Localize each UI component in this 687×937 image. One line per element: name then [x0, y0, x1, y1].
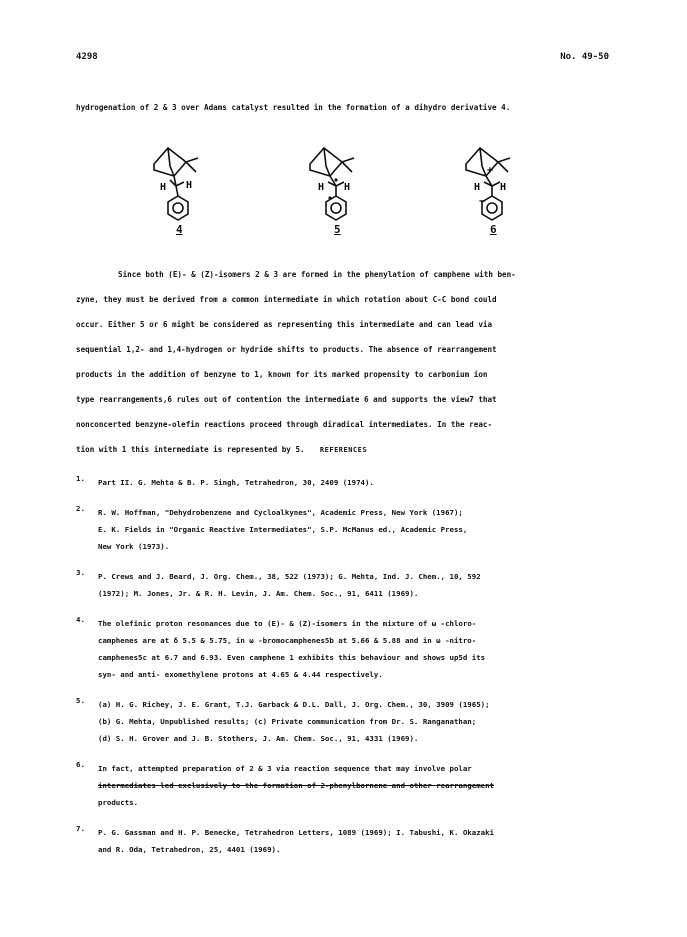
paragraph-line: tion with 1 this intermediate is represented by 5.: [76, 445, 305, 454]
reference-item: [76, 474, 616, 491]
reference-number: 1.: [76, 474, 85, 483]
structure-5-h-right: H: [344, 182, 351, 193]
paragraph-line: occur. Either 5 or 6 might be considered as representing this intermediate and can lead via: [76, 320, 493, 329]
paragraph-line: products in the addition of benzyne to 1, known for its marked propensity to carbonium ion: [76, 370, 488, 379]
structure-6-h-left: H: [474, 182, 481, 193]
structure-6-h-right: H: [500, 182, 507, 193]
reference-line: In fact, attempted preparation of 2 & 3 via reaction sequence that may involve polar: [98, 764, 472, 773]
structure-5-label: 5: [334, 223, 341, 236]
reference-line: (1972); M. Jones, Jr. & R. H. Levin, J. Am. Chem. Soc., 91, 6411 (1969).: [98, 589, 419, 598]
reference-item: [76, 568, 616, 602]
paragraph-line: type rearrangements,6 rules out of contention the intermediate 6 and supports the view7 that: [76, 395, 497, 404]
reference-line: P. Crews and J. Beard, J. Org. Chem., 38, 522 (1973); G. Mehta, Ind. J. Chem., 10, 592: [98, 572, 481, 581]
reference-line: (d) S. H. Grover and J. B. Stothers, J. Am. Chem. Soc., 91, 4331 (1969).: [98, 734, 419, 743]
structure-4-label: 4: [176, 223, 183, 236]
reference-item: [76, 504, 616, 555]
reference-line: (b) G. Mehta, Unpublished results; (c) Private communication from Dr. S. Ranganathan;: [98, 717, 477, 726]
paragraph-line: zyne, they must be derived from a common intermediate in which rotation about C-C bond could: [76, 295, 497, 304]
reference-line: and R. Oda, Tetrahedron, 25, 4401 (1969).: [98, 845, 281, 854]
reference-line: Part II. G. Mehta & B. P. Singh, Tetrahedron, 30, 2409 (1974).: [98, 478, 374, 487]
reference-item: [76, 615, 616, 683]
structure-6-minus: −: [479, 196, 486, 207]
reference-line: (a) H. G. Richey, J. E. Grant, T.J. Garback & D.L. Dall, J. Org. Chem., 30, 3909 (1965);: [98, 700, 490, 709]
reference-number: 2.: [76, 504, 85, 513]
reference-number: 6.: [76, 760, 85, 769]
reference-line: products.: [98, 798, 139, 807]
reference-number: 3.: [76, 568, 85, 577]
body-paragraph: [76, 262, 614, 462]
page-number: 4298: [76, 52, 98, 62]
paragraph-line: nonconcerted benzyne-olefin reactions proceed through diradical intermediates. In the reac-: [76, 420, 493, 429]
structure-4-h-right: H: [186, 180, 193, 191]
references-heading: REFERENCES: [319, 446, 368, 454]
reference-line: R. W. Hoffman, "Dehydrobenzene and Cycloalkynes", Academic Press, New York (1967);: [98, 508, 463, 517]
structure-6-plus: +: [487, 165, 494, 176]
structure-6-label: 6: [490, 223, 497, 236]
reference-item: [76, 760, 616, 811]
reference-number: 7.: [76, 824, 85, 833]
structure-4-h-left: H: [160, 182, 167, 193]
reference-line: The olefinic proton resonances due to (E)- & (Z)-isomers in the mixture of ω -chloro-: [98, 619, 477, 628]
reference-line: E. K. Fields in "Organic Reactive Intermediates", S.P. McManus ed., Academic Press,: [98, 525, 468, 534]
reference-number: 4.: [76, 615, 85, 624]
reference-line: syn- and anti- exomethylene protons at 4.65 & 4.44 respectively.: [98, 670, 383, 679]
reference-line: P. G. Gassman and H. P. Benecke, Tetrahedron Letters, 1089 (1969); I. Tabushi, K. Okazaki: [98, 828, 495, 837]
intro-line: hydrogenation of 2 & 3 over Adams catalyst resulted in the formation of a dihydro derivative 4.: [76, 103, 511, 112]
reference-line: camphenes5c at 6.7 and 6.93. Even camphene 1 exhibits this behaviour and shows up5d its: [98, 653, 486, 662]
structure-5-h-left: H: [318, 182, 325, 193]
reference-item: [76, 824, 616, 858]
references-list: [76, 474, 616, 871]
reference-item: [76, 696, 616, 747]
reference-number: 5.: [76, 696, 85, 705]
issue-number: No. 49-50: [560, 52, 609, 62]
paragraph-line: Since both (E)- & (Z)-isomers 2 & 3 are formed in the phenylation of camphene with ben-: [118, 270, 516, 279]
reference-line: New York (1973).: [98, 542, 170, 551]
reference-line: camphenes are at δ 5.5 & 5.75, in ω -bromocamphenes5b at 5.66 & 5.88 and in ω -nitro-: [98, 636, 477, 645]
reference-line: intermediates led exclusively to the formation of 2-phenylbornene and other rearrangement: [98, 781, 495, 790]
paragraph-line: sequential 1,2- and 1,4-hydrogen or hydride shifts to products. The absence of rearrangement: [76, 345, 497, 354]
